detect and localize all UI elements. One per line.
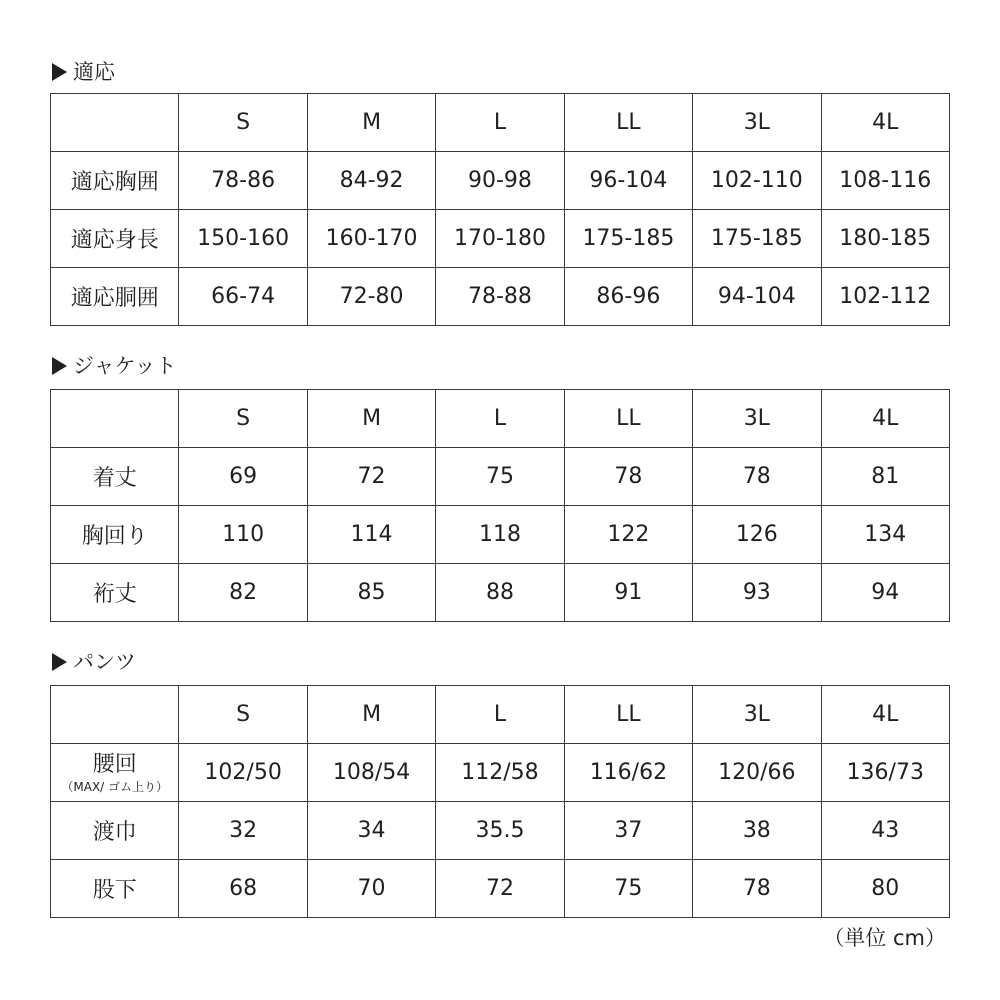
table-cell: 37 [564,802,692,860]
table-cell: 108/54 [307,744,435,802]
table-row [51,860,950,918]
header-cell: LL [564,94,692,152]
table-cell: 75 [564,860,692,918]
header-cell: LL [564,390,692,448]
table-cell: 126 [693,506,821,564]
table-cell: 35.5 [436,802,564,860]
header-cell: M [307,686,435,744]
section-title-text: パンツ [73,650,136,674]
table-cell: 110 [179,506,307,564]
table-cell: 102/50 [179,744,307,802]
table-cell: 81 [821,448,949,506]
triangle-right-icon [52,653,67,671]
table-cell: 108-116 [821,152,949,210]
row-label: 胸回り [51,506,179,564]
triangle-right-icon [52,63,67,81]
row-label-sub: （MAX/ ゴム上り） [61,779,169,794]
table-cell: 94-104 [693,268,821,326]
table-cell: 116/62 [564,744,692,802]
section-title-fit [52,59,115,85]
table-cell: 96-104 [564,152,692,210]
section-title-jacket [52,353,177,379]
header-cell: 3L [693,390,821,448]
header-cell: L [436,686,564,744]
table-cell: 170-180 [436,210,564,268]
row-label-main: 腰回 [92,751,137,777]
pants-size-table [50,685,950,918]
table-cell: 150-160 [179,210,307,268]
table-cell: 122 [564,506,692,564]
table-cell: 66-74 [179,268,307,326]
table-row [51,268,950,326]
table-cell: 80 [821,860,949,918]
row-label: 渡巾 [51,802,179,860]
table-cell: 75 [436,448,564,506]
header-cell: LL [564,686,692,744]
header-cell: 4L [821,390,949,448]
table-cell: 118 [436,506,564,564]
table-cell: 84-92 [307,152,435,210]
table-row [51,210,950,268]
header-cell: 4L [821,686,949,744]
table-cell: 102-110 [693,152,821,210]
header-cell: L [436,390,564,448]
table-cell: 175-185 [564,210,692,268]
table-cell: 34 [307,802,435,860]
section-title-text: ジャケット [73,354,177,378]
table-row [51,448,950,506]
table-row [51,802,950,860]
triangle-right-icon [52,357,67,375]
table-cell: 82 [179,564,307,622]
header-cell: L [436,94,564,152]
row-label: 適応身長 [51,210,179,268]
header-cell [51,686,179,744]
row-label: 着丈 [51,448,179,506]
table-cell: 72 [307,448,435,506]
table-cell: 180-185 [821,210,949,268]
table-cell: 85 [307,564,435,622]
table-header-row [51,94,950,152]
table-cell: 136/73 [821,744,949,802]
table-cell: 72 [436,860,564,918]
table-row [51,506,950,564]
fit-size-table [50,93,950,326]
table-row [51,744,950,802]
table-cell: 134 [821,506,949,564]
header-cell: 4L [821,94,949,152]
table-cell: 120/66 [693,744,821,802]
table-row [51,564,950,622]
row-label: 適応胸囲 [51,152,179,210]
header-cell: S [179,686,307,744]
table-cell: 78-86 [179,152,307,210]
table-cell: 88 [436,564,564,622]
table-row [51,152,950,210]
table-cell: 32 [179,802,307,860]
table-cell: 78 [564,448,692,506]
unit-note: （単位 cm） [823,926,946,950]
table-header-row [51,390,950,448]
table-cell: 94 [821,564,949,622]
header-cell: M [307,390,435,448]
section-title-text: 適応 [73,60,115,84]
row-label: 裄丈 [51,564,179,622]
table-cell: 68 [179,860,307,918]
table-cell: 69 [179,448,307,506]
row-label: 適応胴囲 [51,268,179,326]
table-cell: 93 [693,564,821,622]
table-cell: 38 [693,802,821,860]
header-cell: M [307,94,435,152]
table-header-row [51,686,950,744]
table-cell: 90-98 [436,152,564,210]
table-cell: 160-170 [307,210,435,268]
jacket-size-table [50,389,950,622]
header-cell: 3L [693,686,821,744]
table-cell: 102-112 [821,268,949,326]
header-cell: 3L [693,94,821,152]
table-cell: 78-88 [436,268,564,326]
row-label [51,744,179,802]
section-title-pants [52,649,136,675]
header-cell [51,390,179,448]
table-cell: 78 [693,448,821,506]
table-cell: 70 [307,860,435,918]
table-cell: 72-80 [307,268,435,326]
header-cell: S [179,390,307,448]
row-label: 股下 [51,860,179,918]
table-cell: 175-185 [693,210,821,268]
table-cell: 114 [307,506,435,564]
header-cell [51,94,179,152]
table-cell: 91 [564,564,692,622]
table-cell: 78 [693,860,821,918]
table-cell: 43 [821,802,949,860]
header-cell: S [179,94,307,152]
table-cell: 86-96 [564,268,692,326]
table-cell: 112/58 [436,744,564,802]
